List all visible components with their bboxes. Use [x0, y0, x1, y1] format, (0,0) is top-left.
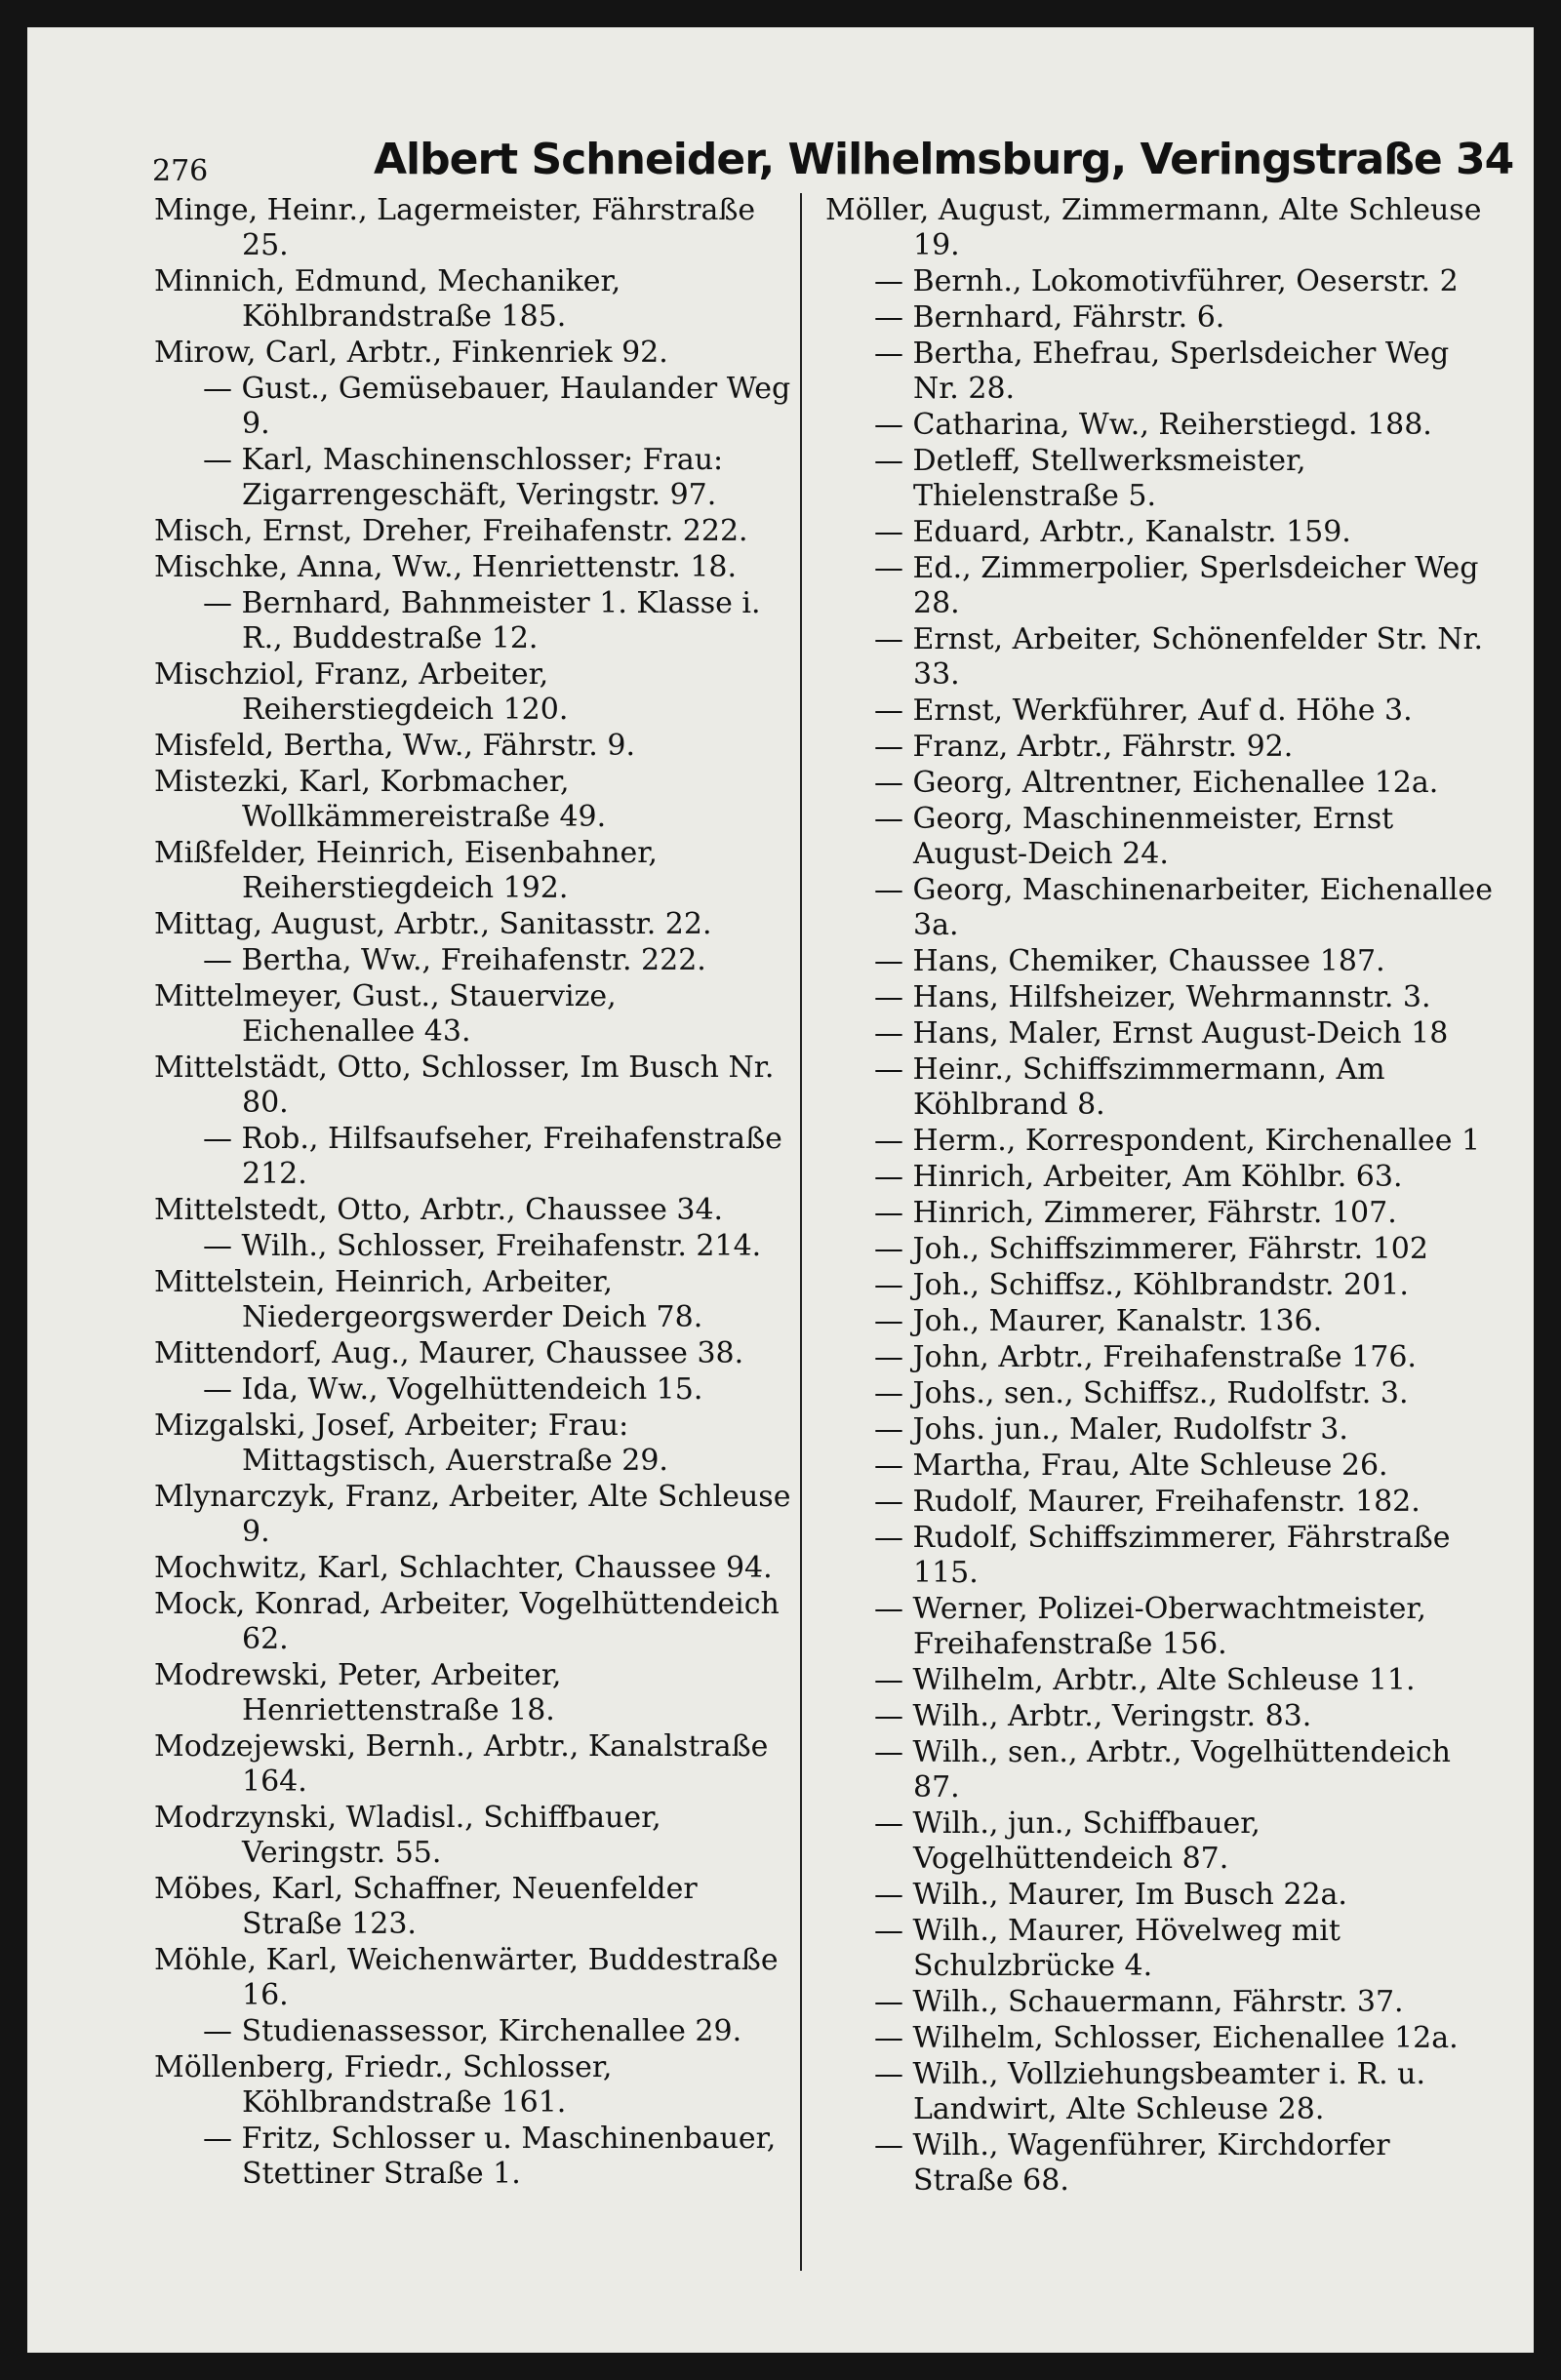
directory-entry: — Wilh., Maurer, Im Busch 22a.: [874, 1878, 1347, 1912]
directory-entry: — Johs. jun., Maler, Rudolfstr 3.: [874, 1412, 1348, 1447]
page-number: 276: [152, 154, 209, 188]
left-column: [154, 193, 798, 2193]
directory-entry: Mittendorf, Aug., Maurer, Chaussee 38.: [154, 1336, 744, 1370]
directory-entry: — Rudolf, Schiffszimmerer, Fährstraße 115.: [874, 1521, 1451, 1590]
directory-entry: Möllenberg, Friedr., Schlosser, Köhlbrandstraße 161.: [154, 2050, 613, 2120]
directory-entry: — Bernhard, Fährstr. 6.: [874, 300, 1225, 335]
directory-entry: — Ed., Zimmerpolier, Sperlsdeicher Weg 28.: [874, 551, 1479, 620]
directory-entry: — Hinrich, Arbeiter, Am Köhlbr. 63.: [874, 1160, 1403, 1194]
directory-entry: — Herm., Korrespondent, Kirchenallee 1: [874, 1124, 1481, 1158]
directory-entry: — Detleff, Stellwerksmeister, Thielenstraße 5.: [874, 444, 1306, 513]
directory-entry: — Ida, Ww., Vogelhüttendeich 15.: [203, 1372, 703, 1407]
directory-entry: — Bertha, Ehefrau, Sperlsdeicher Weg Nr. 28.: [874, 337, 1450, 406]
directory-entry: — Wilh., Arbtr., Veringstr. 83.: [874, 1699, 1312, 1733]
directory-entry: — Georg, Altrentner, Eichenallee 12a.: [874, 766, 1439, 800]
directory-entry: — Ernst, Arbeiter, Schönenfelder Str. Nr. 33.: [874, 622, 1484, 692]
directory-entry: — Martha, Frau, Alte Schleuse 26.: [874, 1448, 1388, 1483]
directory-page: [27, 27, 1534, 2353]
directory-entry: — Bernh., Lokomotivführer, Oeserstr. 2: [874, 264, 1459, 298]
directory-entry: — Wilh., Wagenführer, Kirchdorfer Straße 68.: [874, 2128, 1390, 2198]
directory-entry: — Bernhard, Bahnmeister 1. Klasse i. R., Buddestraße 12.: [203, 586, 761, 655]
directory-entry: Mittelstedt, Otto, Arbtr., Chaussee 34.: [154, 1193, 724, 1227]
directory-entry: Möller, August, Zimmermann, Alte Schleuse 19.: [825, 193, 1482, 262]
directory-entry: — Rudolf, Maurer, Freihafenstr. 182.: [874, 1485, 1421, 1519]
directory-entry: — Joh., Schiffszimmerer, Fährstr. 102: [874, 1232, 1428, 1266]
column-divider: [800, 193, 802, 2271]
directory-entry: — Wilh., Vollziehungsbeamter i. R. u. Landwirt, Alte Schleuse 28.: [874, 2057, 1426, 2126]
directory-entry: — Wilh., jun., Schiffbauer, Vogelhüttendeich 87.: [874, 1806, 1261, 1876]
directory-entry: Mistezki, Karl, Korbmacher, Wollkämmereistraße 49.: [154, 765, 607, 834]
directory-entry: — Studienassessor, Kirchenallee 29.: [203, 2014, 742, 2048]
directory-entry: Mittelstein, Heinrich, Arbeiter, Niedergeorgswerder Deich 78.: [154, 1265, 703, 1334]
directory-entry: — Werner, Polizei-Oberwachtmeister, Freihafenstraße 156.: [874, 1592, 1426, 1661]
directory-entry: — Joh., Schiffsz., Köhlbrandstr. 201.: [874, 1268, 1409, 1302]
directory-entry: — Georg, Maschinenarbeiter, Eichenallee 3a.: [874, 873, 1494, 942]
directory-entry: Mlynarczyk, Franz, Arbeiter, Alte Schleuse 9.: [154, 1480, 791, 1549]
directory-entry: — Wilh., sen., Arbtr., Vogelhüttendeich 87.: [874, 1735, 1451, 1805]
directory-entry: — Fritz, Schlosser u. Maschinenbauer, Stettiner Straße 1.: [203, 2122, 777, 2191]
directory-entry: Misch, Ernst, Dreher, Freihafenstr. 222.: [154, 514, 748, 548]
directory-entry: — Hans, Chemiker, Chaussee 187.: [874, 944, 1385, 978]
directory-entry: — Rob., Hilfsaufseher, Freihafenstraße 212.: [203, 1122, 782, 1191]
directory-entry: — Gust., Gemüsebauer, Haulander Weg 9.: [203, 372, 791, 441]
directory-entry: Modzejewski, Bernh., Arbtr., Kanalstraße 164.: [154, 1729, 769, 1799]
directory-entry: Mochwitz, Karl, Schlachter, Chaussee 94.: [154, 1551, 773, 1585]
directory-entry: Mittag, August, Arbtr., Sanitasstr. 22.: [154, 907, 712, 941]
directory-entry: — Georg, Maschinenmeister, Ernst August-Deich 24.: [874, 802, 1394, 871]
directory-entry: — Joh., Maurer, Kanalstr. 136.: [874, 1304, 1323, 1338]
directory-entry: — Wilh., Schlosser, Freihafenstr. 214.: [203, 1229, 762, 1263]
directory-entry: Mirow, Carl, Arbtr., Finkenriek 92.: [154, 336, 668, 370]
directory-entry: — Karl, Maschinenschlosser; Frau: Zigarrengeschäft, Veringstr. 97.: [203, 443, 724, 512]
directory-entry: Misfeld, Bertha, Ww., Fährstr. 9.: [154, 729, 635, 763]
page-header: [27, 121, 1534, 199]
directory-entry: — Heinr., Schiffszimmermann, Am Köhlbrand 8.: [874, 1052, 1385, 1122]
directory-entry: Mittelmeyer, Gust., Stauervize, Eichenallee 43.: [154, 979, 617, 1049]
directory-entry: Modrewski, Peter, Arbeiter, Henriettenstraße 18.: [154, 1658, 562, 1727]
directory-entry: — Wilhelm, Arbtr., Alte Schleuse 11.: [874, 1663, 1416, 1697]
directory-entry: — Wilhelm, Schlosser, Eichenallee 12a.: [874, 2021, 1459, 2055]
directory-entry: — John, Arbtr., Freihafenstraße 176.: [874, 1340, 1417, 1374]
directory-entry: — Ernst, Werkführer, Auf d. Höhe 3.: [874, 694, 1413, 728]
directory-entry: Mischke, Anna, Ww., Henriettenstr. 18.: [154, 550, 738, 584]
directory-entry: — Hinrich, Zimmerer, Fährstr. 107.: [874, 1196, 1397, 1230]
directory-entry: Minge, Heinr., Lagermeister, Fährstraße 25.: [154, 193, 756, 262]
directory-entry: — Hans, Maler, Ernst August-Deich 18: [874, 1016, 1449, 1051]
directory-entry: — Franz, Arbtr., Fährstr. 92.: [874, 730, 1294, 764]
directory-entry: Möbes, Karl, Schaffner, Neuenfelder Straße 123.: [154, 1872, 698, 1941]
directory-entry: Mizgalski, Josef, Arbeiter; Frau: Mittagstisch, Auerstraße 29.: [154, 1408, 668, 1478]
directory-entry: Mischziol, Franz, Arbeiter, Reiherstiegdeich 120.: [154, 657, 569, 727]
directory-entry: — Johs., sen., Schiffsz., Rudolfstr. 3.: [874, 1376, 1409, 1410]
directory-entry: — Bertha, Ww., Freihafenstr. 222.: [203, 943, 706, 977]
directory-entry: Mock, Konrad, Arbeiter, Vogelhüttendeich 62.: [154, 1587, 780, 1656]
running-title: Albert Schneider, Wilhelmsburg, Veringstraße 34: [374, 135, 1514, 184]
directory-entry: Minnich, Edmund, Mechaniker, Köhlbrandstraße 185.: [154, 264, 621, 334]
directory-entry: — Eduard, Arbtr., Kanalstr. 159.: [874, 515, 1351, 549]
directory-entry: — Catharina, Ww., Reiherstiegd. 188.: [874, 408, 1432, 442]
directory-entry: — Wilh., Schauermann, Fährstr. 37.: [874, 1985, 1404, 2019]
directory-entry: Modrzynski, Wladisl., Schiffbauer, Veringstr. 55.: [154, 1801, 661, 1870]
right-column: [825, 193, 1499, 2200]
directory-entry: — Hans, Hilfsheizer, Wehrmannstr. 3.: [874, 980, 1431, 1014]
directory-entry: Möhle, Karl, Weichenwärter, Buddestraße 16.: [154, 1943, 779, 2012]
directory-entry: Mißfelder, Heinrich, Eisenbahner, Reiherstiegdeich 192.: [154, 836, 658, 905]
directory-entry: — Wilh., Maurer, Hövelweg mit Schulzbrücke 4.: [874, 1914, 1341, 1983]
directory-entry: Mittelstädt, Otto, Schlosser, Im Busch Nr. 80.: [154, 1051, 775, 1120]
